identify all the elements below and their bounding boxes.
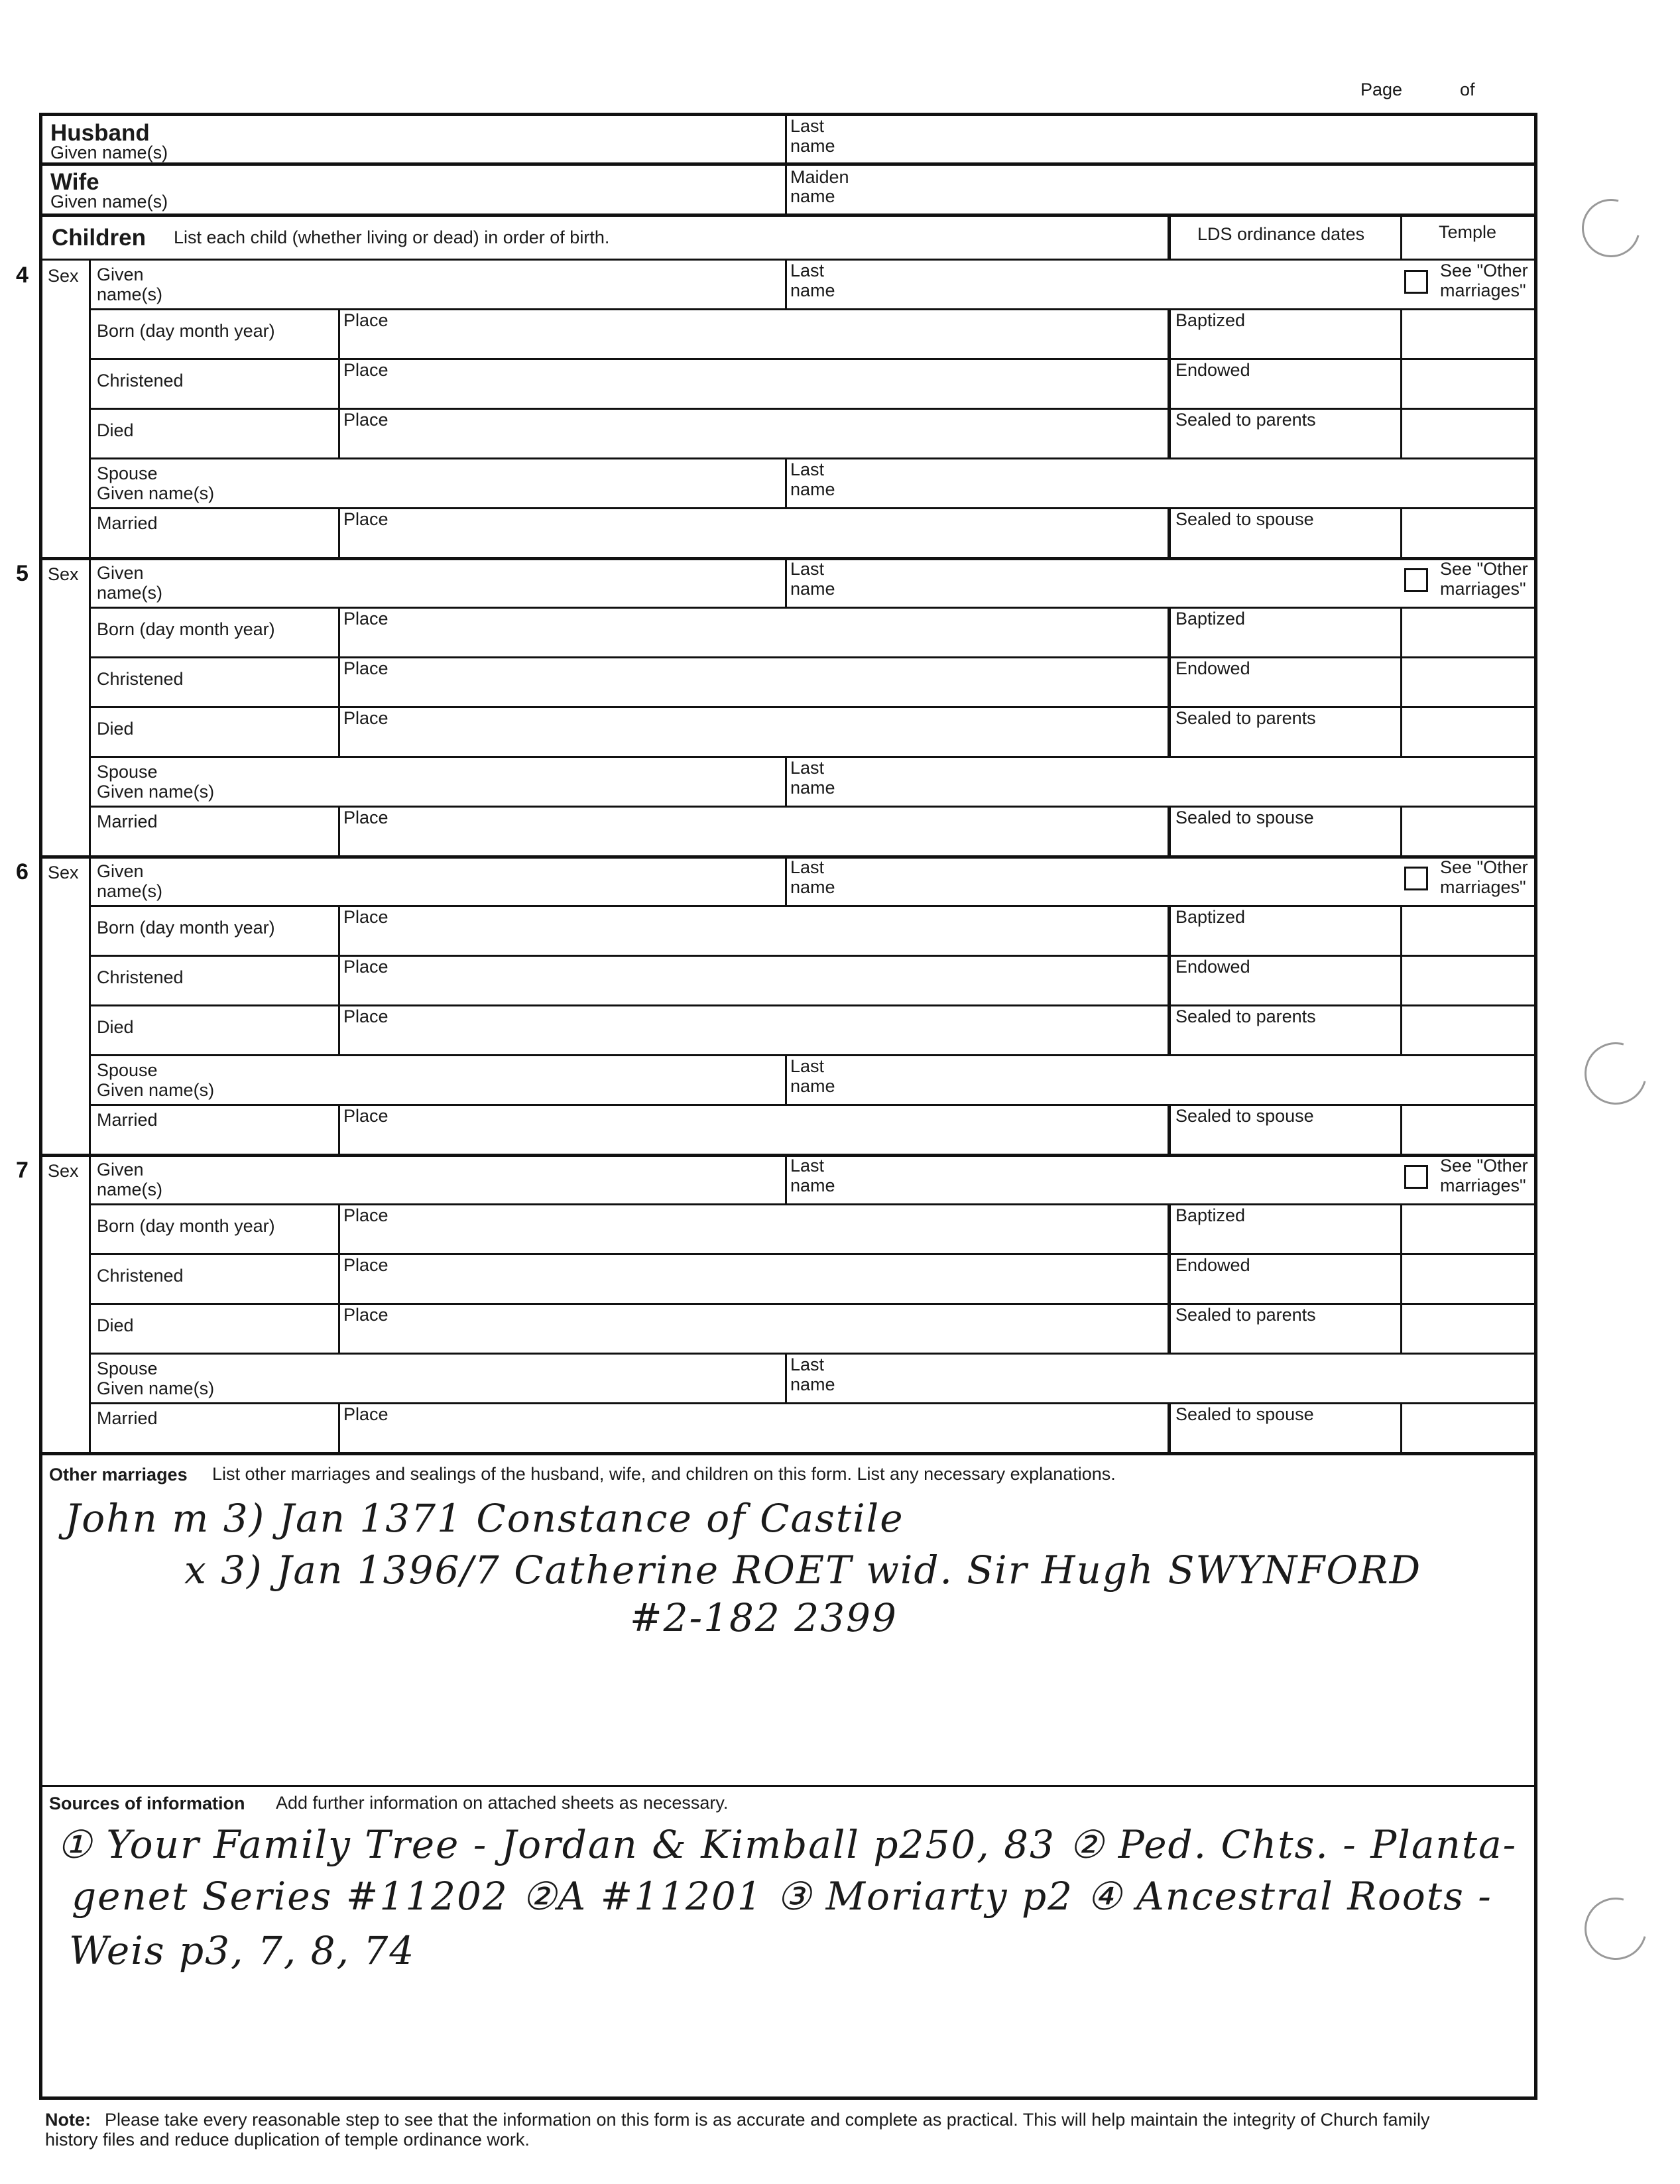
- place-label: Place: [343, 907, 389, 927]
- spouse-label-2: Given name(s): [97, 782, 215, 802]
- row-line: [89, 1303, 1537, 1305]
- place-divider: [338, 359, 340, 409]
- spouse-last-label-1: Last: [790, 1056, 825, 1076]
- wife-maiden-label-2: name: [790, 186, 835, 206]
- see-other-label-1: See "Other: [1440, 1156, 1528, 1176]
- lds-divider: [1168, 707, 1171, 757]
- row-line: [89, 656, 1537, 658]
- sealed-parents-label: Sealed to parents: [1175, 708, 1316, 728]
- given-label-1: Given: [97, 1160, 144, 1180]
- see-other-marriages-checkbox[interactable]: [1404, 1165, 1428, 1189]
- last-label-1: Last: [790, 559, 825, 579]
- last-label-2: name: [790, 579, 835, 599]
- died-label: Died: [97, 420, 134, 440]
- place-label: Place: [343, 1255, 389, 1275]
- married-label: Married: [97, 812, 158, 831]
- lds-divider: [1168, 509, 1171, 558]
- place-label: Place: [343, 957, 389, 977]
- sources-top: [39, 1785, 1537, 1787]
- frame-left: [39, 113, 42, 2099]
- died-label: Died: [97, 1315, 134, 1335]
- row-line: [89, 706, 1537, 708]
- frame-top: [39, 113, 1537, 116]
- place-label: Place: [343, 1205, 389, 1225]
- place-divider: [338, 956, 340, 1006]
- lds-divider: [1168, 1205, 1171, 1254]
- lds-ordinance-header: LDS ordinance dates: [1197, 224, 1365, 244]
- block-bottom-line: [39, 557, 1537, 560]
- children-header-bottom: [39, 259, 1537, 261]
- see-other-label-1: See "Other: [1440, 559, 1528, 579]
- endowed-label: Endowed: [1175, 360, 1250, 380]
- baptized-label: Baptized: [1175, 907, 1246, 927]
- wife-maiden-label-1: Maiden: [790, 167, 849, 187]
- spouse-label-2: Given name(s): [97, 1378, 215, 1398]
- spouse-last-label-1: Last: [790, 1355, 825, 1374]
- married-label: Married: [97, 513, 158, 533]
- place-label: Place: [343, 410, 389, 430]
- baptized-label: Baptized: [1175, 609, 1246, 629]
- place-label: Place: [343, 1106, 389, 1126]
- sex-label: Sex: [48, 1161, 79, 1181]
- born-label: Born (day month year): [97, 918, 275, 938]
- binder-hole-middle: [1573, 1031, 1658, 1116]
- endowed-label: Endowed: [1175, 1255, 1250, 1275]
- place-label: Place: [343, 1006, 389, 1026]
- spouse-last-divider: [785, 757, 787, 807]
- husband-given-label: Given name(s): [50, 143, 168, 162]
- temple-divider: [1400, 608, 1402, 658]
- sealed-spouse-label: Sealed to spouse: [1175, 1106, 1314, 1126]
- note-title: Note:: [45, 2110, 91, 2130]
- sources-hand-line-2: genet Series #11202 ②A #11201 ③ Moriarty p2 ④ Ancestral Roots -: [72, 1874, 1492, 1919]
- place-divider: [338, 509, 340, 558]
- place-label: Place: [343, 1404, 389, 1424]
- block-inner-left: [89, 310, 91, 558]
- other-marriages-title: Other marriages: [49, 1465, 188, 1485]
- lds-divider: [1168, 409, 1171, 459]
- christened-label: Christened: [97, 371, 184, 391]
- sources-instruction: Add further information on attached sheets as necessary.: [276, 1793, 729, 1813]
- frame-right: [1534, 113, 1537, 2099]
- child-number: 6: [16, 859, 29, 884]
- sealed-parents-label: Sealed to parents: [1175, 1305, 1316, 1325]
- lds-divider: [1168, 1304, 1171, 1354]
- spouse-label-1: Spouse: [97, 1359, 158, 1378]
- temple-divider: [1400, 1404, 1402, 1453]
- place-label: Place: [343, 708, 389, 728]
- last-label-2: name: [790, 280, 835, 300]
- given-label-2: name(s): [97, 881, 163, 901]
- given-label-2: name(s): [97, 1180, 163, 1199]
- place-label: Place: [343, 609, 389, 629]
- block-inner-left: [89, 608, 91, 857]
- spouse-last-divider: [785, 459, 787, 509]
- block-inner-left: [89, 1205, 91, 1453]
- row-line: [89, 905, 1537, 907]
- temple-divider: [1400, 359, 1402, 409]
- born-label: Born (day month year): [97, 1216, 275, 1236]
- place-divider: [338, 707, 340, 757]
- place-divider: [338, 1254, 340, 1304]
- temple-divider: [1400, 658, 1402, 707]
- last-divider: [785, 260, 787, 310]
- see-other-marriages-checkbox[interactable]: [1404, 867, 1428, 890]
- spouse-label-1: Spouse: [97, 762, 158, 782]
- place-divider: [338, 608, 340, 658]
- lds-divider: [1168, 1105, 1171, 1155]
- spouse-label-2: Given name(s): [97, 1080, 215, 1100]
- lds-divider: [1168, 310, 1171, 359]
- place-label: Place: [343, 509, 389, 529]
- place-divider: [338, 658, 340, 707]
- row-line: [89, 806, 1537, 808]
- lds-header-divider: [1168, 213, 1171, 260]
- row-line: [89, 607, 1537, 609]
- sealed-spouse-label: Sealed to spouse: [1175, 509, 1314, 529]
- married-label: Married: [97, 1110, 158, 1130]
- died-label: Died: [97, 1017, 134, 1037]
- sealed-spouse-label: Sealed to spouse: [1175, 1404, 1314, 1424]
- husband-last-label-2: name: [790, 136, 835, 156]
- other-marriages-hand-line-3: #2-182 2399: [630, 1595, 898, 1640]
- spouse-last-label-2: name: [790, 479, 835, 499]
- sources-title: Sources of information: [49, 1793, 245, 1813]
- row-line: [89, 408, 1537, 410]
- christened-label: Christened: [97, 1266, 184, 1286]
- lds-divider: [1168, 906, 1171, 956]
- last-divider: [785, 857, 787, 906]
- temple-divider: [1400, 807, 1402, 857]
- note-line-2: history files and reduce duplication of temple ordinance work.: [45, 2130, 530, 2150]
- wife-given-label: Given name(s): [50, 192, 168, 212]
- spouse-last-label-2: name: [790, 1374, 835, 1394]
- spouse-last-label-1: Last: [790, 758, 825, 778]
- last-divider: [785, 1155, 787, 1205]
- wife-title: Wife: [50, 169, 99, 195]
- given-left-divider: [89, 1155, 91, 1205]
- sex-label: Sex: [48, 863, 79, 882]
- place-divider: [338, 807, 340, 857]
- see-other-label-1: See "Other: [1440, 857, 1528, 877]
- place-divider: [338, 906, 340, 956]
- spouse-last-label-2: name: [790, 1076, 835, 1096]
- spouse-label-1: Spouse: [97, 463, 158, 483]
- baptized-label: Baptized: [1175, 1205, 1246, 1225]
- lds-divider: [1168, 359, 1171, 409]
- spouse-last-label-1: Last: [790, 459, 825, 479]
- place-divider: [338, 1006, 340, 1056]
- spouse-last-divider: [785, 1354, 787, 1404]
- see-other-marriages-checkbox[interactable]: [1404, 270, 1428, 294]
- children-title: Children: [52, 225, 146, 251]
- child-number: 5: [16, 561, 29, 586]
- lds-divider: [1168, 807, 1171, 857]
- spouse-last-divider: [785, 1056, 787, 1105]
- binder-hole-bottom: [1573, 1886, 1658, 1971]
- husband-bottom-line: [39, 162, 1537, 166]
- temple-divider: [1400, 1254, 1402, 1304]
- temple-divider: [1400, 409, 1402, 459]
- see-other-label-2: marriages": [1440, 280, 1526, 300]
- block-bottom-line: [39, 1154, 1537, 1157]
- sealed-parents-label: Sealed to parents: [1175, 410, 1316, 430]
- page-label: Page: [1360, 80, 1403, 99]
- lds-divider: [1168, 1006, 1171, 1056]
- given-left-divider: [89, 857, 91, 906]
- row-line: [89, 1253, 1537, 1255]
- temple-divider: [1400, 956, 1402, 1006]
- given-label-2: name(s): [97, 284, 163, 304]
- temple-divider: [1400, 906, 1402, 956]
- born-label: Born (day month year): [97, 619, 275, 639]
- sealed-parents-label: Sealed to parents: [1175, 1006, 1316, 1026]
- last-divider: [785, 558, 787, 608]
- temple-divider: [1400, 707, 1402, 757]
- place-label: Place: [343, 310, 389, 330]
- see-other-label-2: marriages": [1440, 877, 1526, 897]
- child-number: 7: [16, 1158, 29, 1183]
- child-number: 4: [16, 263, 29, 288]
- married-label: Married: [97, 1408, 158, 1428]
- block-inner-left: [89, 906, 91, 1155]
- place-divider: [338, 310, 340, 359]
- given-label-2: name(s): [97, 583, 163, 603]
- given-label-1: Given: [97, 861, 144, 881]
- sex-label: Sex: [48, 564, 79, 584]
- temple-divider: [1400, 1006, 1402, 1056]
- born-label: Born (day month year): [97, 321, 275, 341]
- temple-divider: [1400, 1205, 1402, 1254]
- temple-divider: [1400, 1304, 1402, 1354]
- other-marriages-instruction: List other marriages and sealings of the husband, wife, and children on this form. List any necessary explanations.: [212, 1464, 1116, 1484]
- died-label: Died: [97, 719, 134, 739]
- temple-divider: [1400, 310, 1402, 359]
- temple-divider: [1400, 509, 1402, 558]
- block-bottom-line: [39, 855, 1537, 859]
- row-line: [89, 308, 1537, 310]
- see-other-label-1: See "Other: [1440, 261, 1528, 280]
- spouse-last-label-2: name: [790, 778, 835, 798]
- sealed-spouse-label: Sealed to spouse: [1175, 808, 1314, 827]
- last-label-1: Last: [790, 1156, 825, 1176]
- sex-label: Sex: [48, 266, 79, 286]
- place-divider: [338, 1304, 340, 1354]
- sources-hand-line-3: Weis p3, 7, 8, 74: [69, 1928, 416, 1973]
- baptized-label: Baptized: [1175, 310, 1246, 330]
- lds-divider: [1168, 1404, 1171, 1453]
- place-label: Place: [343, 808, 389, 827]
- place-label: Place: [343, 360, 389, 380]
- spouse-label-1: Spouse: [97, 1060, 158, 1080]
- last-label-2: name: [790, 877, 835, 897]
- other-marriages-hand-line-1: John m 3) Jan 1371 Constance of Castile: [65, 1496, 904, 1541]
- frame-bottom: [39, 2096, 1537, 2100]
- row-line: [89, 955, 1537, 957]
- of-label: of: [1460, 80, 1475, 99]
- place-label: Place: [343, 1305, 389, 1325]
- temple-header: Temple: [1439, 222, 1497, 242]
- row-line: [89, 507, 1537, 509]
- husband-title: Husband: [50, 120, 150, 146]
- temple-header-divider: [1400, 213, 1402, 260]
- place-divider: [338, 1205, 340, 1254]
- place-divider: [338, 409, 340, 459]
- temple-divider: [1400, 1105, 1402, 1155]
- row-line: [89, 1004, 1537, 1006]
- given-label-1: Given: [97, 265, 144, 284]
- binder-hole-top: [1571, 188, 1651, 268]
- lds-divider: [1168, 956, 1171, 1006]
- endowed-label: Endowed: [1175, 957, 1250, 977]
- note-line-1: Please take every reasonable step to see that the information on this form is as accurate and complete as practical. This will help maintain the integrity of Church family: [105, 2110, 1430, 2130]
- other-marriages-top: [39, 1452, 1537, 1454]
- christened-label: Christened: [97, 967, 184, 987]
- sources-hand-line-1: ① Your Family Tree - Jordan & Kimball p250, 83 ② Ped. Chts. - Planta-: [57, 1822, 1518, 1867]
- place-label: Place: [343, 658, 389, 678]
- spouse-label-2: Given name(s): [97, 483, 215, 503]
- children-instruction: List each child (whether living or dead) in order of birth.: [174, 227, 610, 247]
- row-line: [89, 1203, 1537, 1205]
- wife-bottom-line: [39, 213, 1537, 217]
- other-marriages-hand-line-2: x 3) Jan 1396/7 Catherine ROET wid. Sir Hugh SWYNFORD: [184, 1547, 1422, 1593]
- place-divider: [338, 1404, 340, 1453]
- given-left-divider: [89, 260, 91, 310]
- last-label-1: Last: [790, 857, 825, 877]
- lds-divider: [1168, 658, 1171, 707]
- endowed-label: Endowed: [1175, 658, 1250, 678]
- christened-label: Christened: [97, 669, 184, 689]
- last-label-2: name: [790, 1176, 835, 1195]
- given-label-1: Given: [97, 563, 144, 583]
- row-line: [89, 1104, 1537, 1106]
- given-left-divider: [89, 558, 91, 608]
- husband-last-label-1: Last: [790, 116, 825, 136]
- see-other-label-2: marriages": [1440, 1176, 1526, 1195]
- lds-divider: [1168, 1254, 1171, 1304]
- place-divider: [338, 1105, 340, 1155]
- see-other-marriages-checkbox[interactable]: [1404, 568, 1428, 592]
- row-line: [89, 358, 1537, 360]
- last-label-1: Last: [790, 261, 825, 280]
- row-line: [89, 1402, 1537, 1404]
- lds-divider: [1168, 608, 1171, 658]
- see-other-label-2: marriages": [1440, 579, 1526, 599]
